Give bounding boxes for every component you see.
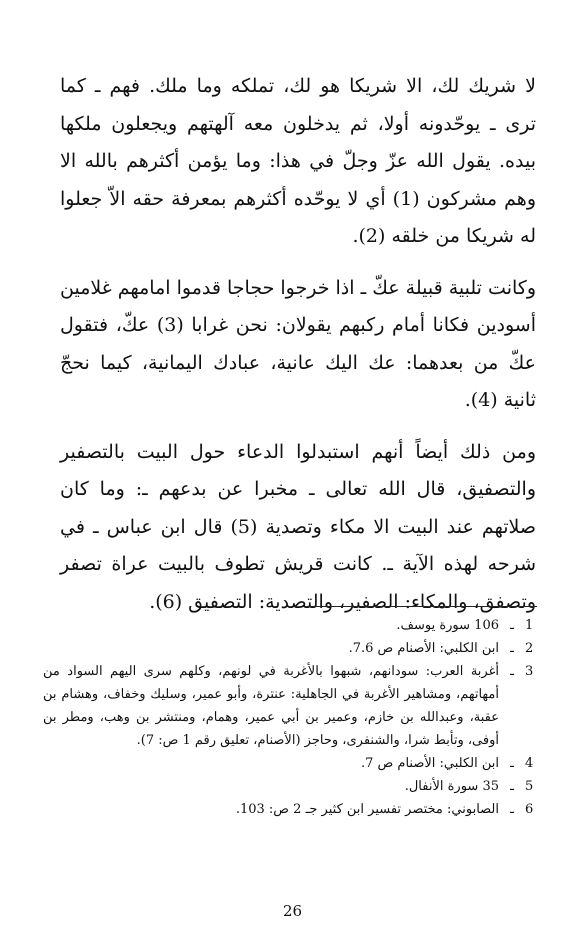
footnote: [43, 752, 543, 775]
footnote-dash: ـ: [510, 618, 514, 633]
footnote-number: 1: [525, 618, 534, 633]
footnote-text: أغربة العرب: سودانهم، شبهوا بالأغربة في لونهم، وكلهم سرى اليهم السواد من أمهاتهم، ومشاهير الأغربة في الجاهلية: عنترة، وأبو عمير، وسليك وخفاف، وهشام بن عقبة، وعبدالله بن خازم، وعمير بن أبي عمير، وهمام، ومنتشر بن وهب، ومطر بن أوفى، وتأبط شرا، والشنفرى، وحاجز (الأصنام، تعليق رقم 1 ص: 7).: [43, 664, 499, 748]
footnotes-list: [43, 614, 543, 821]
paragraph: وكانت تلبية قبيلة عكّ ـ اذا خرجوا حجاجا قدموا امامهم غلامين أسودين فكانا أمام ركبهم يقولان: نحن غرابا (3) عكّ، فتقول عكّ من بعدهما: عك اليك عانية، عبادك اليمانية، كيما نحجّ ثانية (4).: [60, 276, 536, 411]
footnote: [43, 614, 543, 637]
footnote-number: 5: [525, 779, 534, 794]
footnote-number: 2: [525, 641, 534, 656]
main-text: [60, 68, 536, 621]
footnote-text: 106 سورة يوسف.: [396, 618, 499, 633]
footnote-number: 4: [525, 756, 534, 771]
page-number: 26: [282, 902, 303, 920]
footnote-text: ابن الكلبي: الأصنام ص 7.: [361, 756, 499, 771]
footnote: [43, 775, 543, 798]
footnote-dash: ـ: [510, 641, 514, 656]
footnote: [43, 637, 543, 660]
paragraph: ومن ذلك أيضاً أنهم استبدلوا الدعاء حول البيت بالتصفير والتصفيق، قال الله تعالى ـ مخبرا عن بدعهم ـ: وما كان صلاتهم عند البيت الا مكاء وتصدية (5) قال ابن عباس ـ في شرحه لهذه الآية ـ. كانت قريش تطوف بالبيت عراة تصفر وتصفق، والمكاء: الصفير، والتصدية: التصفيق (6).: [60, 440, 536, 613]
paragraph: لا شريك لك، الا شريكا هو لك، تملكه وما ملك. فهم ـ كما ترى ـ يوحّدونه أولا، ثم يدخلون معه آلهتهم ويجعلون ملكها بيده. يقول الله عزّ وجلّ في هذا: وما يؤمن أكثرهم بالله الا وهم مشركون (1) أي لا يوحّده أكثرهم بمعرفة حقه الاّ جعلوا له شريكا من خلقه (2).: [60, 75, 537, 247]
footnote-divider: [307, 606, 537, 607]
footnote-text: ابن الكلبي: الأصنام ص 7.6.: [348, 641, 499, 656]
footnote-text: الصابوني: مختصر تفسير ابن كثير جـ 2 ص: 103.: [235, 802, 499, 817]
footnote-number: 3: [525, 664, 534, 679]
footnote-number: 6: [525, 802, 534, 817]
footnote: [43, 660, 543, 752]
footnote-dash: ـ: [510, 802, 514, 817]
footnote: [43, 798, 543, 821]
footnote-dash: ـ: [510, 756, 514, 771]
footnote-dash: ـ: [510, 779, 514, 794]
footnote-text: 35 سورة الأنفال.: [404, 779, 499, 794]
footnote-dash: ـ: [510, 664, 514, 679]
